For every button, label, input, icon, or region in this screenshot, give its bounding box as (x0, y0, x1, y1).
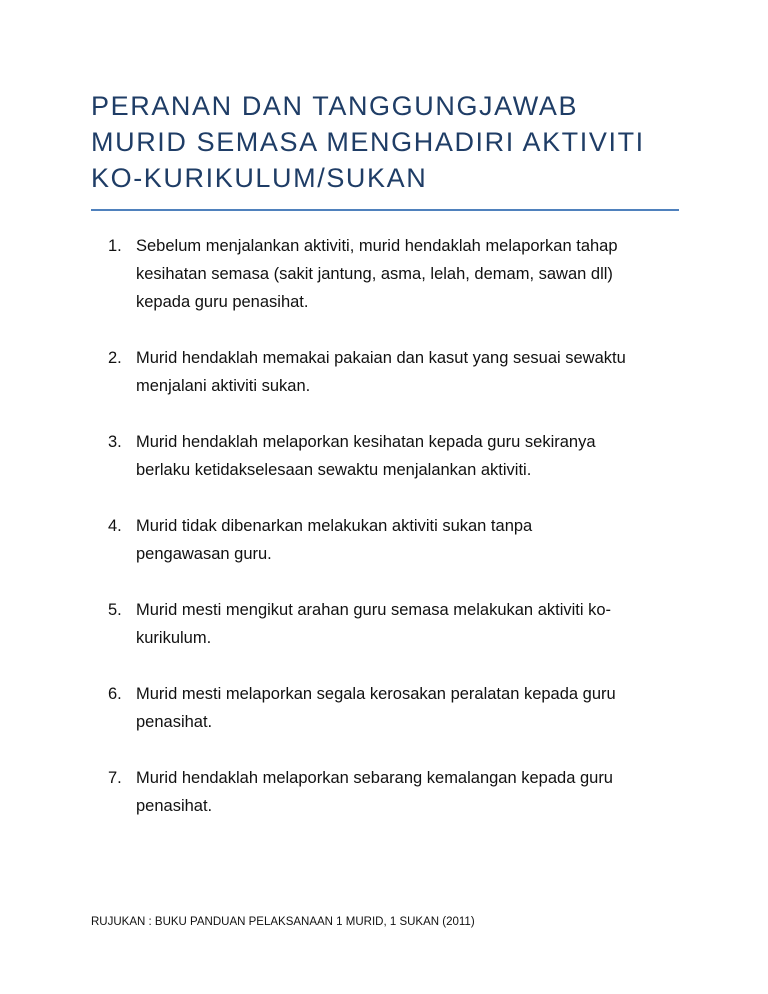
item-line: kurikulum. (136, 629, 212, 647)
item-number: 2. (108, 349, 122, 367)
item-number: 7. (108, 769, 122, 787)
item-line: Murid hendaklah melaporkan sebarang kemalangan kepada guru (136, 769, 613, 787)
document-title (91, 88, 691, 196)
item-number: 5. (108, 601, 122, 619)
responsibilities-list (108, 232, 678, 848)
item-text (136, 764, 678, 820)
item-line: menjalani aktiviti sukan. (136, 377, 311, 395)
list-item (108, 680, 678, 736)
item-text (136, 512, 678, 568)
list-item (108, 428, 678, 484)
item-line: Murid hendaklah memakai pakaian dan kasut yang sesuai sewaktu (136, 349, 626, 367)
item-line: berlaku ketidakselesaan sewaktu menjalankan aktiviti. (136, 461, 532, 479)
item-line: penasihat. (136, 713, 213, 731)
item-line: kesihatan semasa (sakit jantung, asma, lelah, demam, sawan dll) (136, 265, 613, 283)
item-line: Murid hendaklah melaporkan kesihatan kepada guru sekiranya (136, 433, 596, 451)
item-line: penasihat. (136, 797, 213, 815)
item-number: 6. (108, 685, 122, 703)
list-item (108, 232, 678, 316)
item-text (136, 596, 678, 652)
list-item (108, 344, 678, 400)
item-line: kepada guru penasihat. (136, 293, 309, 311)
item-line: Murid tidak dibenarkan melakukan aktiviti sukan tanpa (136, 517, 533, 535)
title-line: KO-KURIKULUM/SUKAN (91, 163, 428, 193)
title-line: PERANAN DAN TANGGUNGJAWAB (91, 91, 579, 121)
item-text (136, 232, 678, 316)
reference-footnote: RUJUKAN : BUKU PANDUAN PELAKSANAAN 1 MURID, 1 SUKAN (2011) (91, 916, 475, 928)
list-item (108, 512, 678, 568)
title-line: MURID SEMASA MENGHADIRI AKTIVITI (91, 127, 645, 157)
item-number: 1. (108, 237, 122, 255)
item-line: Sebelum menjalankan aktiviti, murid hendaklah melaporkan tahap (136, 237, 618, 255)
item-line: Murid mesti mengikut arahan guru semasa melakukan aktiviti ko- (136, 601, 612, 619)
item-number: 3. (108, 433, 122, 451)
list-item (108, 596, 678, 652)
item-number: 4. (108, 517, 122, 535)
list-item (108, 764, 678, 820)
title-divider (91, 209, 679, 211)
item-text (136, 428, 678, 484)
item-text (136, 344, 678, 400)
item-line: Murid mesti melaporkan segala kerosakan peralatan kepada guru (136, 685, 616, 703)
item-line: pengawasan guru. (136, 545, 272, 563)
item-text (136, 680, 678, 736)
